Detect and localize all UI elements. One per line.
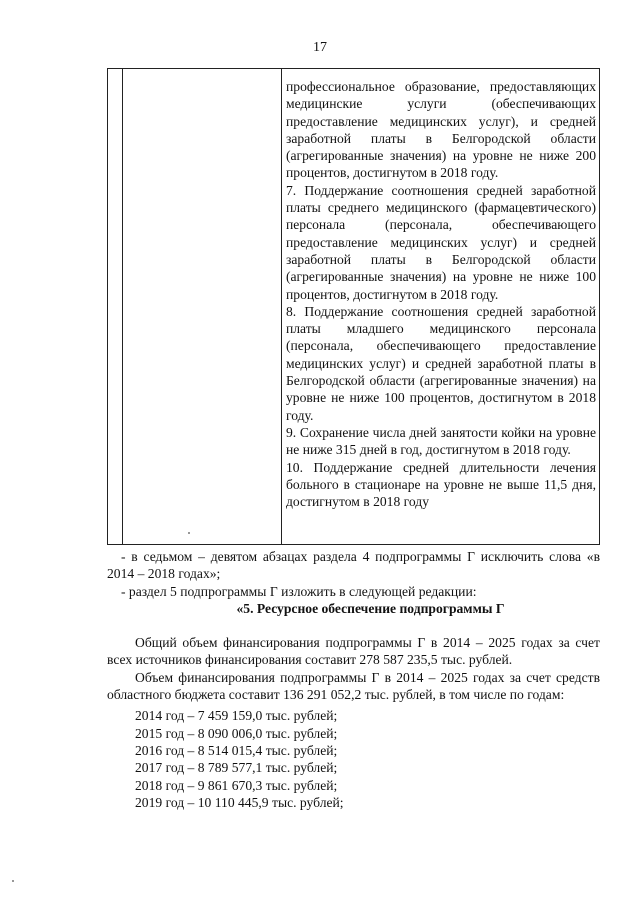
list-item: 2014 год – 7 459 159,0 тыс. рублей; [135,708,338,724]
amendment-item: - в седьмом – девятом абзацах раздела 4 подпрограммы Г исключить слова «в 2014 – 2018 годах»; [107,549,600,582]
indicators-table [107,68,600,545]
financing-paragraph: Объем финансирования подпрограммы Г в 2014 – 2025 годах за счет средств областного бюджета составит 136 291 052,2 тыс. рублей, в том числе по годам: [107,669,600,703]
list-item: 2015 год – 8 090 006,0 тыс. рублей; [135,725,338,741]
list-item: 2016 год – 8 514 015,4 тыс. рублей; [135,742,338,758]
financing-paragraph: Общий объем финансирования подпрограммы Г в 2014 – 2025 годах за счет всех источников финансирования составит 278 587 235,5 тыс. рублей. [107,635,600,668]
yearly-financing-list [107,707,600,811]
indicator-paragraph: 8. Поддержание соотношения средней заработной платы младшего медицинского персонала (персонала, обеспечивающего предоставление медицинских услуг) и средней заработной платы в Белгородской области (агрегированные значения) на уровне не ниже 100 процентов, достигнутом в 2018 году. [286,303,596,423]
indicator-paragraph: 10. Поддержание средней длительности лечения больного в стационаре на уровне не выше 11,5 дня, достигнутом в 2018 году [286,459,596,510]
section-heading: «5. Ресурсное обеспечение подпрограммы Г [236,600,505,616]
page-number: 17 [313,40,327,55]
table-cell-indicators [286,78,596,510]
list-item: 2018 год – 9 861 670,3 тыс. рублей; [135,777,338,793]
spacer [107,617,600,634]
scan-speck [188,532,190,534]
indicator-paragraph: 9. Сохранение числа дней занятости койки на уровне не ниже 315 дней в год, достигнутом в 2018 году. [286,424,596,458]
scan-speck [12,880,14,882]
amendment-item: - раздел 5 подпрограммы Г изложить в следующей редакции: [121,583,477,599]
list-item: 2019 год – 10 110 445,9 тыс. рублей; [135,794,344,810]
indicator-paragraph: профессиональное образование, предоставляющих медицинские услуги (обеспечивающих предоставление медицинских услуг), и средней заработной платы в Белгородской области (агрегированные значения) на уровне не ниже 200 процентов, достигнутом в 2018 году. [286,79,596,181]
list-item: 2017 год – 8 789 577,1 тыс. рублей; [135,760,338,776]
indicator-paragraph: 7. Поддержание соотношения средней заработной платы среднего медицинского (фармацевтического) персонала (персонала, обеспечивающего предоставление медицинских услуг) и средней заработной платы в Белгородской области (агрегированные значения) на уровне не ниже 100 процентов, достигнутом в 2018 году. [286,182,596,302]
table-column-divider [122,69,123,544]
document-body [107,548,600,811]
table-column-divider [281,69,282,544]
